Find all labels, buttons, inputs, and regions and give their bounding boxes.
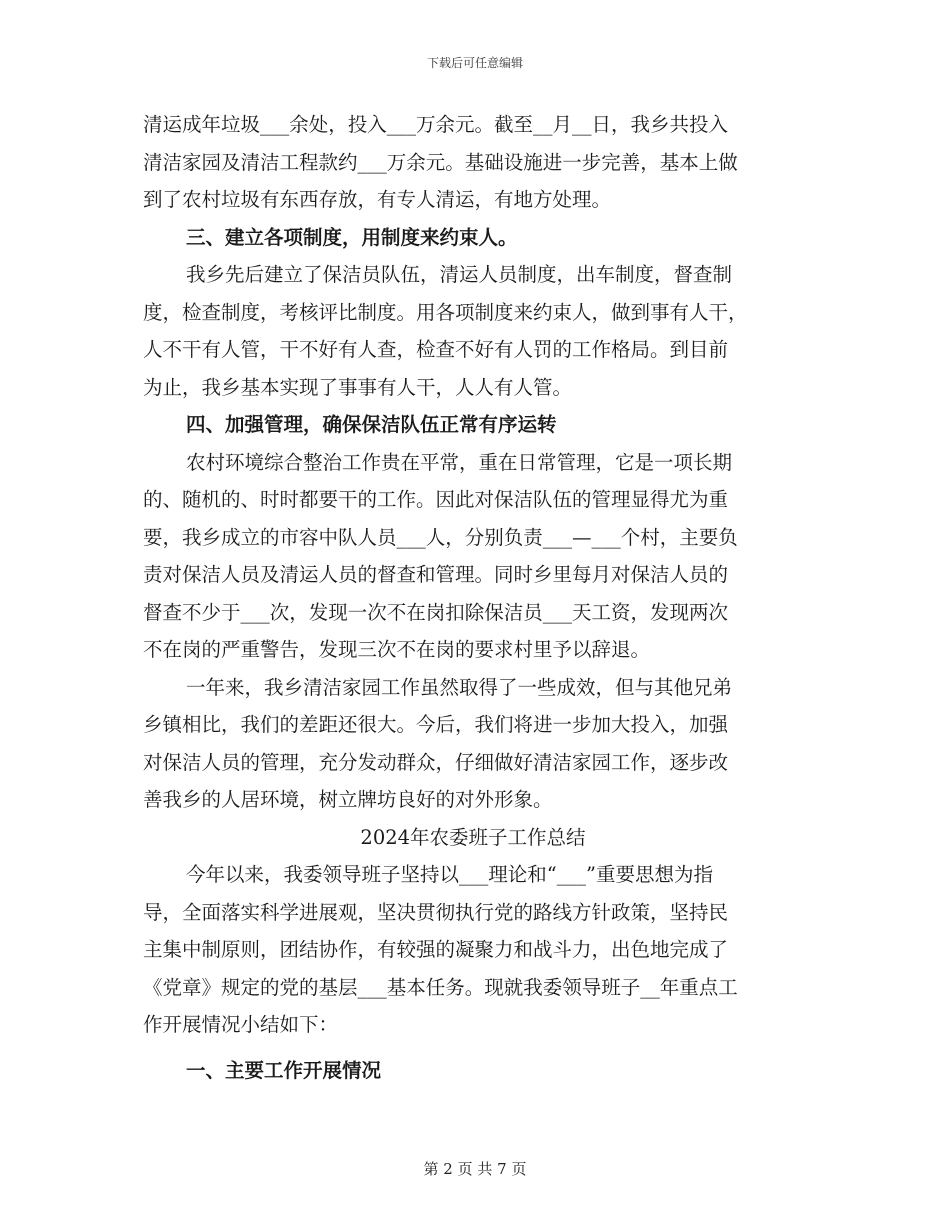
paragraph-line: 作开展情况小结如下： xyxy=(143,1013,339,1036)
paragraph-line: 到了农村垃圾有东西存放，有专人清运，有地方处理。 xyxy=(143,188,612,211)
paragraph-line: 导，全面落实科学进展观，坚决贯彻执行党的路线方针政策，坚持民 xyxy=(143,900,729,924)
paragraph-line: 乡镇相比，我们的差距还很大。今后，我们将进一步加大投入，加强 xyxy=(143,713,729,736)
paragraph-line: 善我乡的人居环境，树立牌坊良好的对外形象。 xyxy=(143,788,553,811)
paragraph-line: 不在岗的严重警告，发现三次不在岗的要求村里予以辞退。 xyxy=(143,638,651,661)
paragraph-line: 人不干有人管，干不好有人查，检查不好有人罚的工作格局。到目前 xyxy=(143,338,729,361)
paragraph-line: 农村环境综合整治工作贵在平常，重在日常管理，它是一项长期 xyxy=(186,450,733,474)
section-heading: 四、加强管理，确保保洁队伍正常有序运转 xyxy=(186,413,557,436)
paragraph-line: 度，检查制度，考核评比制度。用各项制度来约束人，做到事有人干， xyxy=(143,300,748,324)
paragraph-line: 《党章》规定的党的基层___基本任务。现就我委领导班子__年重点工 xyxy=(143,975,738,999)
section-heading: 三、建立各项制度，用制度来约束人。 xyxy=(186,225,518,249)
paragraph-line: 主集中制原则，团结协作，有较强的凝聚力和战斗力，出色地完成了 xyxy=(143,938,729,961)
paragraph-line: 要，我乡成立的市容中队人员___人，分别负责___—___个村，主要负 xyxy=(143,525,738,549)
paragraph-line: 一年来，我乡清洁家园工作虽然取得了一些成效，但与其他兄弟 xyxy=(186,675,733,699)
paragraph-line: 清洁家园及清洁工程款约___万余元。基础设施进一步完善，基本上做 xyxy=(143,150,738,174)
paragraph-line: 责对保洁人员及清运人员的督查和管理。同时乡里每月对保洁人员的 xyxy=(143,563,729,586)
paragraph-line: 的、随机的、时时都要干的工作。因此对保洁队伍的管理显得尤为重 xyxy=(143,488,729,511)
paragraph-line: 督查不少于___次，发现一次不在岗扣除保洁员___天工资，发现两次 xyxy=(143,600,729,624)
paragraph-line: 对保洁人员的管理，充分发动群众，仔细做好清洁家园工作，逐步改 xyxy=(143,750,729,774)
document-body xyxy=(143,106,803,1089)
page-header: 下载后可任意编辑 xyxy=(426,56,523,70)
section-heading: 一、主要工作开展情况 xyxy=(186,1058,382,1082)
paragraph-gap xyxy=(143,1044,803,1052)
paragraph-line: 今年以来，我委领导班子坚持以___理论和“___”重要思想为指 xyxy=(186,863,713,886)
paragraph-line: 清运成年垃圾___余处，投入___万余元。截至__月__日，我乡共投入 xyxy=(143,113,729,136)
paragraph-line: 我乡先后建立了保洁员队伍，清运人员制度，出车制度，督查制 xyxy=(186,263,733,286)
paragraph-line: 为止，我乡基本实现了事事有人干，人人有人管。 xyxy=(143,375,573,399)
document-title: 2024年农委班子工作总结 xyxy=(360,825,586,849)
page-footer: 第 2 页 共 7 页 xyxy=(423,1160,527,1178)
